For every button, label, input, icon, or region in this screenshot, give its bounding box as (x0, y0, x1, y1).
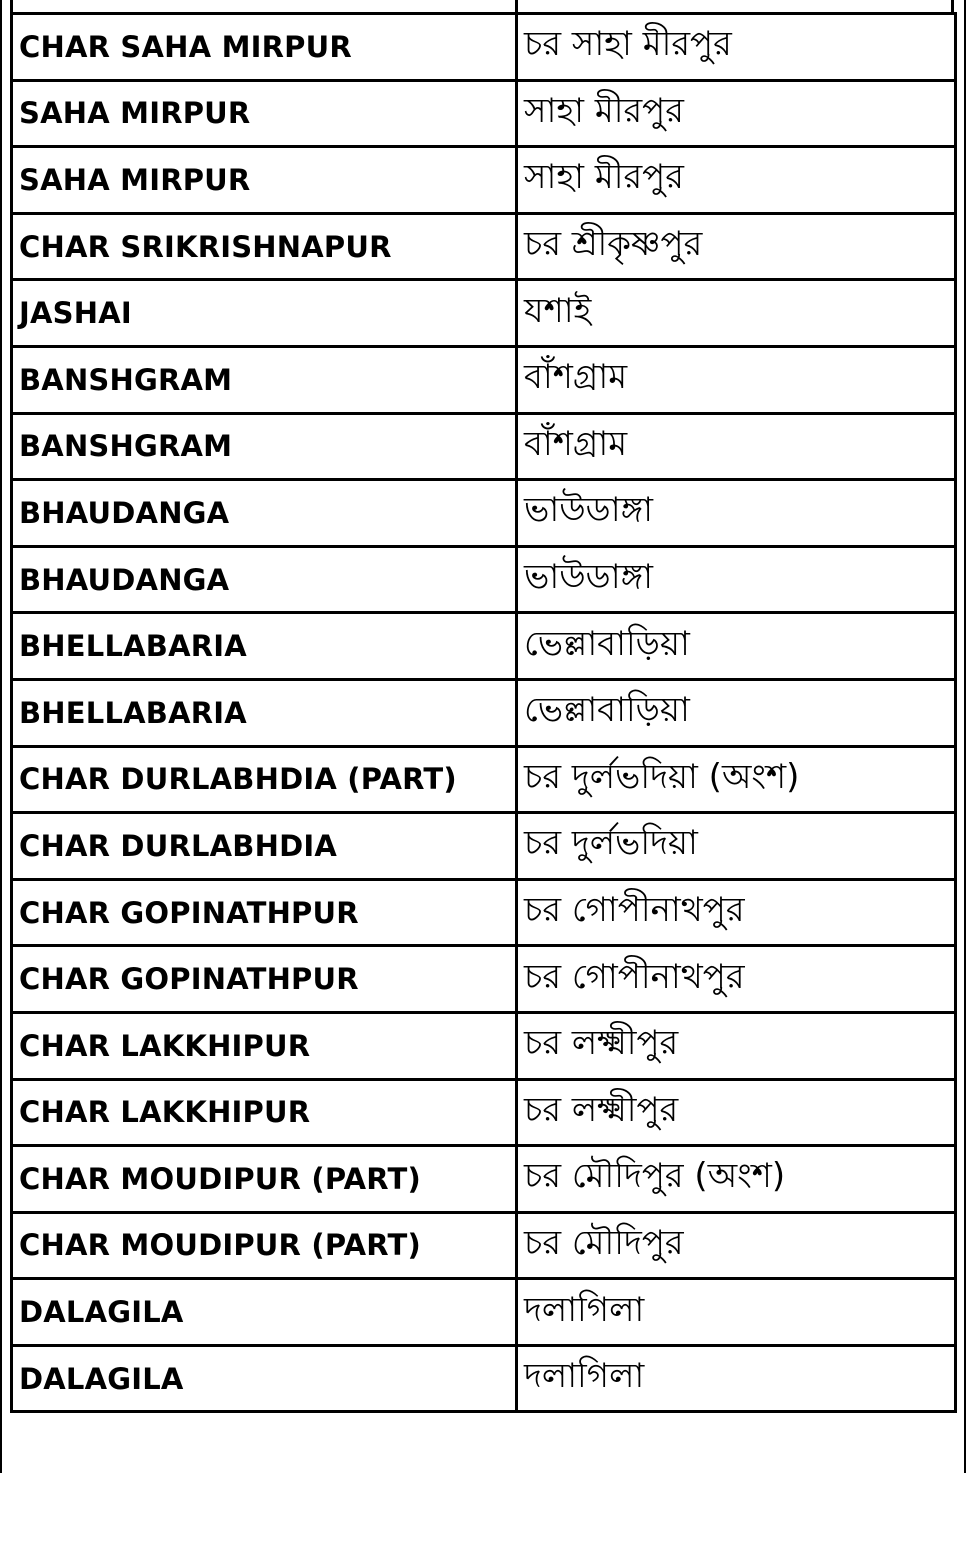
table-row (12, 413, 956, 480)
bengali-name-cell: চর মৌদিপুর (517, 1212, 956, 1279)
bengali-name-cell: ভাউডাঙ্গা (517, 546, 956, 613)
table-row (12, 1345, 956, 1412)
bengali-name-cell: চর শ্রীকৃষ্ণপুর (517, 213, 956, 280)
bengali-name-cell: চর দুর্লভদিয়া (517, 813, 956, 880)
table-row (12, 80, 956, 147)
table-row (12, 14, 956, 81)
bengali-name-cell: চর মৌদিপুর (অংশ) (517, 1146, 956, 1213)
english-name-cell: BANSHGRAM (12, 413, 517, 480)
table-row (12, 1212, 956, 1279)
bengali-name-cell: দলাগিলা (517, 1279, 956, 1346)
english-name-cell: BANSHGRAM (12, 346, 517, 413)
bengali-name-cell: ভেল্লাবাড়িয়া (517, 679, 956, 746)
english-name-cell: CHAR SRIKRISHNAPUR (12, 213, 517, 280)
english-name-cell: BHAUDANGA (12, 480, 517, 547)
table-row (12, 946, 956, 1013)
bengali-name-cell: বাঁশগ্রাম (517, 413, 956, 480)
bengali-name-cell: সাহা মীরপুর (517, 147, 956, 214)
table-row (12, 1012, 956, 1079)
bengali-name-cell: সাহা মীরপুর (517, 80, 956, 147)
bengali-name-cell: যশাই (517, 280, 956, 347)
table-row (12, 213, 956, 280)
table-row (12, 480, 956, 547)
table-body (12, 14, 956, 1412)
bengali-name-cell: চর সাহা মীরপুর (517, 14, 956, 81)
table-row (12, 1279, 956, 1346)
english-name-cell: DALAGILA (12, 1279, 517, 1346)
table-row (12, 746, 956, 813)
table-row (12, 546, 956, 613)
english-name-cell: SAHA MIRPUR (12, 147, 517, 214)
column-divider (515, 0, 518, 12)
table-row (12, 280, 956, 347)
table-row (12, 1146, 956, 1213)
english-name-cell: CHAR SAHA MIRPUR (12, 14, 517, 81)
bengali-name-cell: চর গোপীনাথপুর (517, 946, 956, 1013)
english-name-cell: CHAR GOPINATHPUR (12, 946, 517, 1013)
cut-off-header-row (10, 0, 954, 12)
table-row (12, 1079, 956, 1146)
english-name-cell: SAHA MIRPUR (12, 80, 517, 147)
english-name-cell: BHAUDANGA (12, 546, 517, 613)
table-row (12, 813, 956, 880)
table-row (12, 346, 956, 413)
table-row (12, 879, 956, 946)
bengali-name-cell: ভেল্লাবাড়িয়া (517, 613, 956, 680)
table-row (12, 147, 956, 214)
english-name-cell: DALAGILA (12, 1345, 517, 1412)
english-name-cell: CHAR LAKKHIPUR (12, 1079, 517, 1146)
english-name-cell: CHAR DURLABHDIA (12, 813, 517, 880)
english-name-cell: JASHAI (12, 280, 517, 347)
table-row (12, 613, 956, 680)
table-row (12, 679, 956, 746)
bengali-name-cell: চর লক্ষ্মীপুর (517, 1079, 956, 1146)
english-name-cell: CHAR LAKKHIPUR (12, 1012, 517, 1079)
english-name-cell: BHELLABARIA (12, 613, 517, 680)
left-edge-border (0, 0, 2, 1473)
village-name-table (10, 12, 957, 1413)
english-name-cell: CHAR DURLABHDIA (PART) (12, 746, 517, 813)
bengali-name-cell: বাঁশগ্রাম (517, 346, 956, 413)
bengali-name-cell: চর দুর্লভদিয়া (অংশ) (517, 746, 956, 813)
bengali-name-cell: ভাউডাঙ্গা (517, 480, 956, 547)
english-name-cell: CHAR MOUDIPUR (PART) (12, 1146, 517, 1213)
english-name-cell: BHELLABARIA (12, 679, 517, 746)
bengali-name-cell: দলাগিলা (517, 1345, 956, 1412)
bengali-name-cell: চর গোপীনাথপুর (517, 879, 956, 946)
english-name-cell: CHAR GOPINATHPUR (12, 879, 517, 946)
bengali-name-cell: চর লক্ষ্মীপুর (517, 1012, 956, 1079)
english-name-cell: CHAR MOUDIPUR (PART) (12, 1212, 517, 1279)
